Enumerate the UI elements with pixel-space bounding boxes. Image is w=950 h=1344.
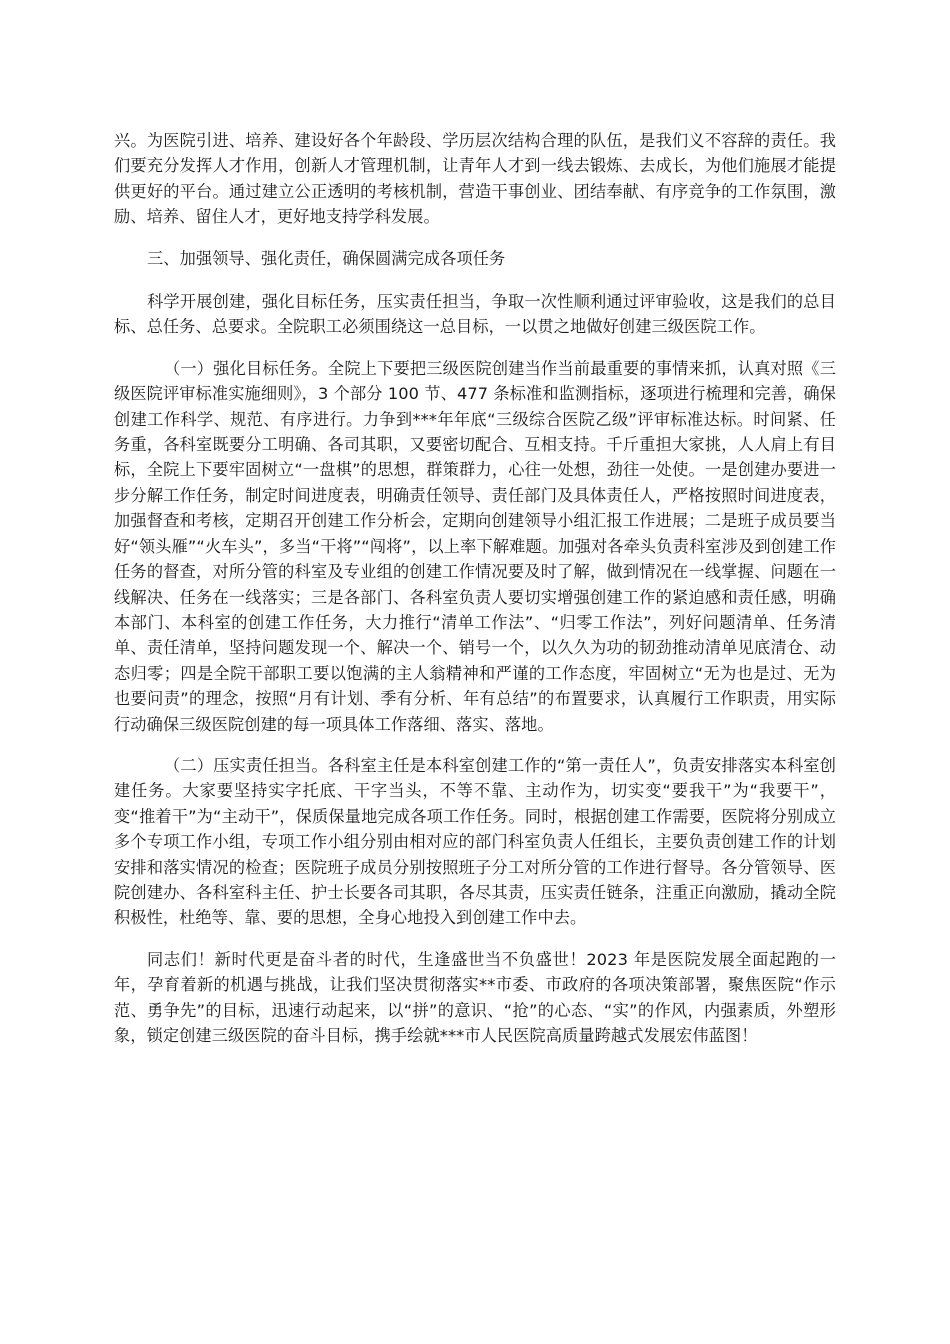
paragraph-talent-continuation: 兴。为医院引进、培养、建设好各个年龄段、学历层次结构合理的队伍，是我们义不容辞的责任。我们要充分发挥人才作用，创新人才管理机制，让青年人才到一线去锻炼、去成长，为他们施展才能提供更好的平台。通过建立公正透明的考核机制，营造干事创业、团结奉献、有序竞争的工作氛围，激励、培养、留住人才，更好地支持学科发展。 [114,131,836,227]
paragraph-overall-goal: 科学开展创建，强化目标任务，压实责任担当，争取一次性顺利通过评审验收，这是我们的总目标、总任务、总要求。全院职工必须围绕这一总目标，一以贯之地做好创建三级医院工作。 [114,292,836,337]
paragraph-strengthen-targets: （一）强化目标任务。全院上下要把三级医院创建当作当前最重要的事情来抓，认真对照《三级医院评审标准实施细则》，3 个部分 100 节、477 条标准和监测指标，逐项进行梳理和完善，确保创建工作科学、规范、有序进行。力争到***年年底“三级综合医院乙级”评审标准达标。时间紧、任务重，各科室既要分工明确、各司其职，又要密切配合、互相支持。千斤重担大家挑，人人肩上有目标，全院上下要牢固树立“一盘棋”的思想，群策群力，心往一处想，劲往一处使。一是创建办要进一步分解工作任务，制定时间进度表，明确责任领导、责任部门及具体责任人，严格按照时间进度表，加强督查和考核，定期召开创建工作分析会，定期向创建领导小组汇报工作进展；二是班子成员要当好“领头雁”“火车头”，多当“干将”“闯将”，以上率下解难题。加强对各牵头负责科室涉及到创建工作任务的督查，对所分管的科室及专业组的创建工作情况要及时了解，做到情况在一线掌握、问题在一线解决、任务在一线落实；三是各部门、各科室负责人要切实增强创建工作的紧迫感和责任感，明确本部门、本科室的创建工作任务，大力推行“清单工作法”、“归零工作法”，列好问题清单、任务清单、责任清单，坚持问题发现一个、解决一个、销号一个，以久久为功的韧劲推动清单见底清仓、动态归零；四是全院干部职工要以饱满的主人翁精神和严谨的工作态度，牢固树立“无为也是过、无为也要问责”的理念，按照“月有计划、季有分析、年有总结”的布置要求，认真履行工作职责，用实际行动确保三级医院创建的每一项具体工作落细、落实、落地。 [114,358,836,734]
section-heading-three: 三、加强领导、强化责任，确保圆满完成各项任务 [147,248,506,268]
paragraph-closing-appeal: 同志们！新时代更是奋斗者的时代，生逢盛世当不负盛世！2023 年是医院发展全面起跑的一年，孕育着新的机遇与挑战，让我们坚决贯彻落实**市委、市政府的各项决策部署，聚焦医院“作示范、勇争先”的目标，迅速行动起来，以“拼”的意识、“抢”的心态、“实”的作风，内强素质，外塑形象，锁定创建三级医院的奋斗目标，携手绘就***市人民医院高质量跨越式发展宏伟蓝图！ [114,949,836,1045]
paragraph-responsibility: （二）压实责任担当。各科室主任是本科室创建工作的“第一责任人”，负责安排落实本科室创建任务。大家要坚持实字托底、干字当头，不等不靠、主动作为，切实变“要我干”为“我要干”，变“推着干”为“主动干”，保质保量地完成各项工作任务。同时，根据创建工作需要，医院将分别成立多个专项工作小组，专项工作小组分别由相对应的部门科室负责人任组长，主要负责创建工作的计划安排和落实情况的检查；医院班子成员分别按照班子分工对所分管的工作进行督导。各分管领导、医院创建办、各科室科主任、护士长要各司其职，各尽其责，压实责任链条，注重正向激励，撬动全院积极性，杜绝等、靠、要的思想，全身心地投入到创建工作中去。 [114,755,836,928]
